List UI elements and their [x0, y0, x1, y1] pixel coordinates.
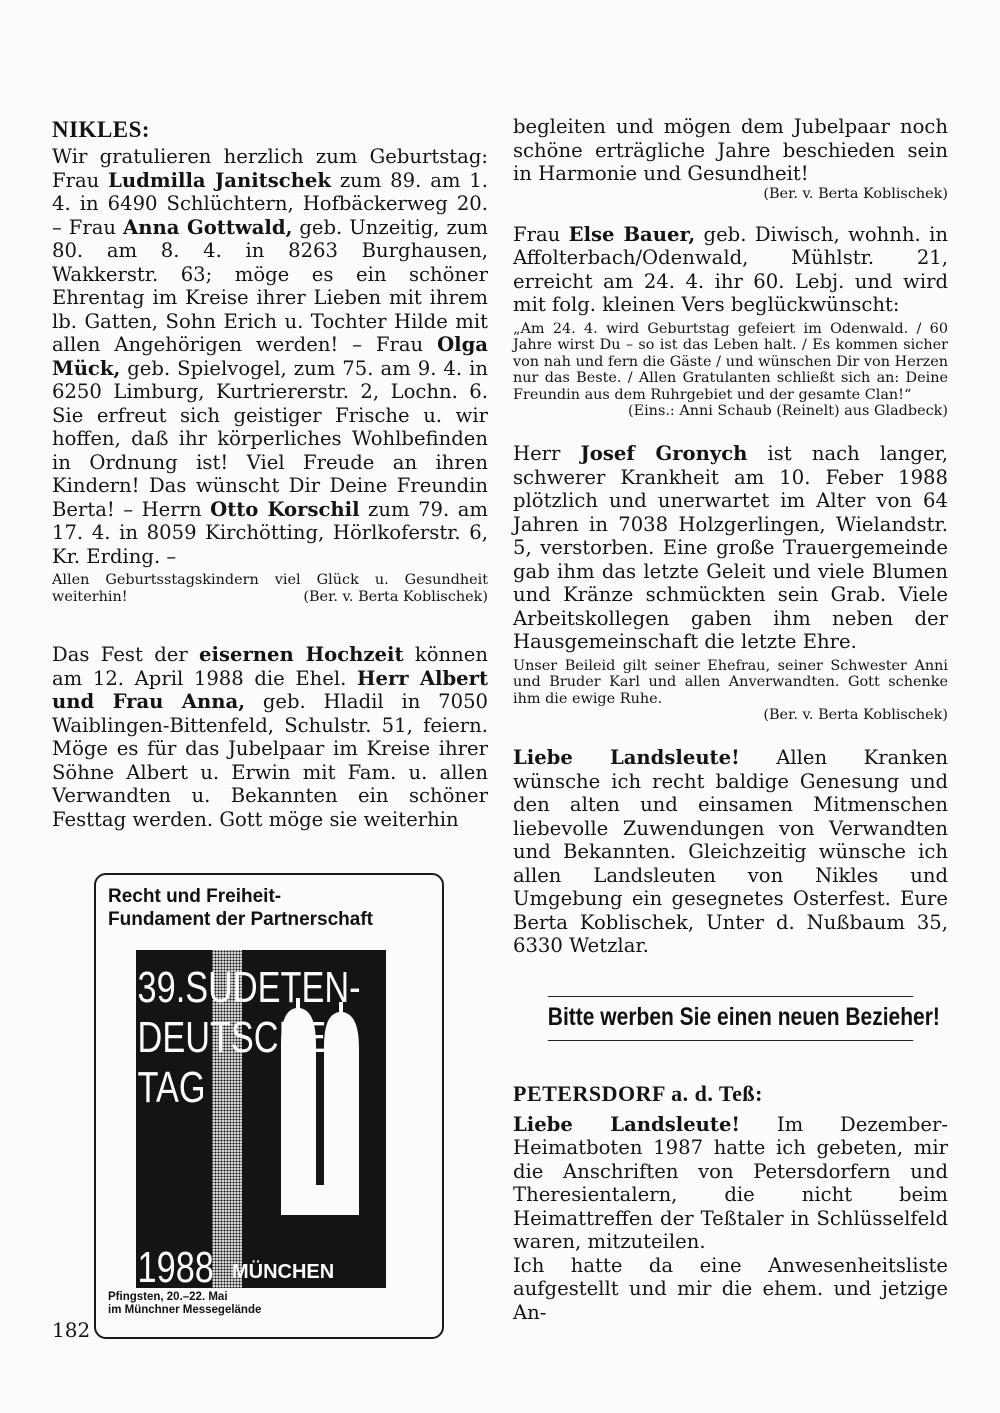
poster-title-line: Recht und Freiheit- [108, 886, 282, 907]
salutation: Liebe Landsleute! [513, 746, 740, 769]
poster-event-line: TAG [137, 1062, 206, 1113]
text-run: zum 79. am 17. 4. in 8059 Kirchötting, Hörlkoferstr. 6, Kr. Erding. – [52, 497, 488, 568]
iron-wedding-paragraph [52, 643, 488, 831]
salutation: Liebe Landsleute! [513, 1112, 741, 1136]
poster-city: MÜNCHEN [232, 1261, 335, 1283]
bauer-birthday-paragraph [513, 223, 948, 317]
reporter-signature: (Ber. v. Berta Koblischek) [763, 185, 948, 202]
text-run: können am 12. April 1988 die Ehel. [52, 643, 489, 690]
text-run: ist nach langer, schwerer Krankheit am 10. Feber 1988 plötzlich und unerwartet im Alter von 64 Jahren in 7038 Holzgerlingen, Wielandstr. 5, verstorben. Eine große Trauergemeinde gab ihm das letzte Geleit und viele Blumen und Kränze schmückten sein Grab. Viele Arbeitskollegen gaben ihm neben der Hausgemeinschaft die letzte Ehre. [513, 442, 948, 653]
text-run: geb. Hladil in 7050 Waiblingen-Bittenfeld, Schulstr. 51, feiern. Möge es für das Jubelpaar im Kreise ihrer Söhne Albert u. Erwin mit Fam. u. allen Verwandten u. Bekannten ein schöner Festtag werden. Gott möge sie weiterhin [52, 690, 488, 831]
greetings-paragraph [513, 746, 948, 958]
page-number: 182 [52, 1318, 91, 1342]
text-run: Das Fest der [52, 643, 200, 666]
poster-event-line: DEUTSCHER [137, 1012, 352, 1063]
text-run: geb. Diwisch, wohnh. in Affolterbach/Odenwald, Mühlstr. 21, erreicht am 24. 4. ihr 60. Lebj. und wird mit folg. kleinen Vers beglückwünscht: [513, 222, 948, 316]
obituary-paragraph [513, 442, 948, 654]
poster-year: 1988 [137, 1242, 214, 1288]
person-name: Anna Gottwald, [123, 215, 293, 239]
emphasis: eisernen Hochzeit [199, 643, 404, 666]
text-run: zum 89. am 1. 4. in 6490 Schlüchtern, Hofbäckerweg 20. – Frau [52, 168, 488, 239]
iron-wedding-continuation: begleiten und mögen dem Jubelpaar noch schöne erträgliche Jahre beschieden sein in Harmonie und Gesundheit! [513, 115, 948, 185]
person-name: Ludmilla Janitschek [108, 168, 331, 192]
text-run: Allen Kranken wünsche ich recht baldige Genesung und den alten und einsamen Mitmenschen liebevolle Zuwendungen von Verwandten und Bekannten. Gleichzeitig wünsche ich allen Landsleuten von Nikles und Umgebung ein gesegnetes Osterfest. Eure Berta Koblischek, Unter d. Nußbaum 35, 6330 Wetzlar. [513, 746, 948, 957]
person-name: Josef Gronych [580, 442, 748, 465]
text-run: Im Dezember-Heimatboten 1987 hatte ich gebeten, mir die Anschriften von Petersdorfern und Theresientalern, die nicht beim Heimattreffen der Teßtaler in Schlüsselfeld waren, mitzuteilen. [513, 1112, 948, 1253]
poster-title-line: Fundament der Partnerschaft [108, 909, 373, 930]
poster-artwork [136, 950, 386, 1288]
text-run: geb. Spielvogel, zum 75. am 9. 4. in 6250 Limburg, Kurtriererstr. 2, Lochn. 6. Sie erfreut sich geistiger Frische u. wir hoffen, daß ihr körperliches Wohlbefinden in Ordnung ist! Viel Freude an ihren Kindern! Das wünscht Dir Deine Freundin Berta! – Herrn [52, 356, 488, 521]
reporter-signature: (Ber. v. Berta Koblischek) [763, 707, 948, 723]
person-name: Herr Albert und Frau Anna, [52, 666, 489, 713]
poster-event-line: 39.SUDETEN- [137, 962, 361, 1013]
petersdorf-paragraph [513, 1113, 948, 1254]
note-text: Allen Geburtsstagskindern viel Glück u. Gesundheit weiterhin! [52, 572, 488, 605]
text-run: geb. Unzeitig, zum 80. am 8. 4. in 8263 Burghausen, Wakkerstr. 63; möge es ein schöner Ehrentag im Kreise ihrer Lieben mit ihrem lb. Gatten, Sohn Erich u. Tochter Hilde mit allen Angehörigen werden! – Frau [52, 215, 488, 356]
person-name: Otto Korschil [210, 497, 360, 521]
poster-footer [108, 1291, 261, 1317]
reporter-signature: (Ber. v. Berta Koblischek) [303, 588, 488, 605]
poster-footer-line: im Münchner Messegelände [108, 1304, 262, 1316]
poster-title [108, 885, 438, 931]
text-run: Herr [513, 442, 581, 465]
section-heading-nikles: NIKLES: [52, 117, 151, 142]
right-column [513, 115, 948, 1324]
poster-footer-line: Pfingsten, 20.–22. Mai [108, 1291, 228, 1303]
petersdorf-paragraph-2: Ich hatte da eine Anwesenheitsliste aufgestellt und mir die ehem. und jetzige An- [513, 1253, 948, 1324]
subscriber-banner: Bitte werben Sie einen neuen Bezieher! [548, 996, 913, 1041]
birthday-closing-note [52, 572, 488, 605]
sudetendeutscher-tag-poster [94, 873, 444, 1339]
contributor-signature: (Eins.: Anni Schaub (Reinelt) aus Gladbeck) [627, 403, 948, 419]
text-run: Wir gratulieren herzlich zum Geburtstag: Frau [52, 145, 488, 192]
left-column [52, 115, 488, 1339]
condolence-note: Unser Beileid gilt seiner Ehefrau, seiner Schwester Anni und Bruder Karl und allen Anverwandten. Gott schenke ihm die ewige Ruhe. [513, 657, 948, 707]
section-heading-petersdorf: PETERSDORF a. d. Teß: [513, 1080, 763, 1106]
birthday-paragraph [52, 145, 488, 568]
text-run: Frau [513, 222, 569, 246]
person-name: Olga Mück, [52, 333, 488, 380]
birthday-verse: „Am 24. 4. wird Geburtstag gefeiert im Odenwald. / 60 Jahre wirst Du – so ist das Leben halt. / Es kommen sicher von nah und fern die Gäste / und wünschen Dir von Herzen nur das Beste. / Allen Gratulanten schließt sich an: Deine Freundin aus dem Ruhrgebiet und der gesamte Clan!“ [513, 320, 948, 403]
person-name: Else Bauer, [568, 222, 696, 246]
